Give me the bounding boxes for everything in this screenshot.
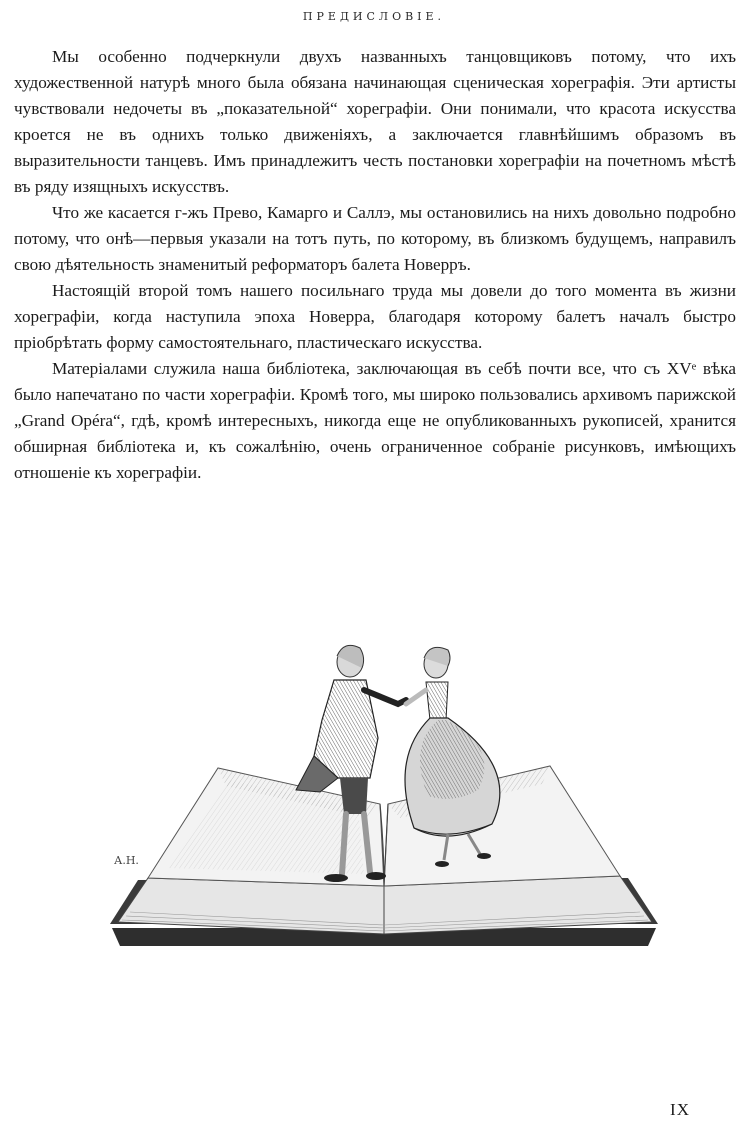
- artist-signature: А.Н.: [114, 854, 139, 867]
- body-text: [14, 44, 736, 486]
- page-number: IX: [670, 1100, 690, 1119]
- paragraph-4: Матеріалами служила наша библіотека, заключающая въ себѣ почти все, что съ XVᵉ вѣка было напечатано по части хореграфіи. Кромѣ того, мы широко пользовались архивомъ парижской „Grand Opéra“, гдѣ, кромѣ интересныхъ, никогда еще не опубликованныхъ рукописей, хранится обширная библіотека и, къ сожалѣнію, очень ограниченное собраніе рисунковъ, имѣющихъ отношеніе къ хореграфіи.: [14, 359, 736, 482]
- dancers-on-book-illustration: [108, 628, 660, 958]
- paragraph-3: Настоящій второй томъ нашего посильнаго труда мы довели до того момента въ жизни хореграфіи, когда наступила эпоха Новерра, благодаря которому балетъ началъ быстро пріобрѣтать форму самостоятельнаго, пластическаго искусства.: [14, 281, 736, 352]
- paragraph-2: Что же касается г-жъ Прево, Камарго и Саллэ, мы остановились на нихъ довольно подробно потому, что онѣ—первыя указали на тотъ путь, по которому, въ близкомъ будущемъ, направилъ свою дѣятельность знаменитый реформаторъ балета Новерръ.: [14, 203, 736, 274]
- paragraph-1: Мы особенно подчеркнули двухъ названныхъ танцовщиковъ потому, что ихъ художественной натурѣ много была обязана начинающая сценическая хореграфія. Эти артисты чувствовали недочеты въ „показательной“ хореграфіи. Они понимали, что красота искусства кроется не въ однихъ только движеніяхъ, а заключается главнѣйшимъ образомъ въ выразительности танцевъ. Имъ принадлежитъ честь постановки хореграфіи на почетномъ мѣстѣ въ ряду изящныхъ искусствъ.: [14, 47, 736, 196]
- open-book: [110, 766, 658, 946]
- running-title: ПРЕДИСЛОВІЕ.: [302, 10, 446, 23]
